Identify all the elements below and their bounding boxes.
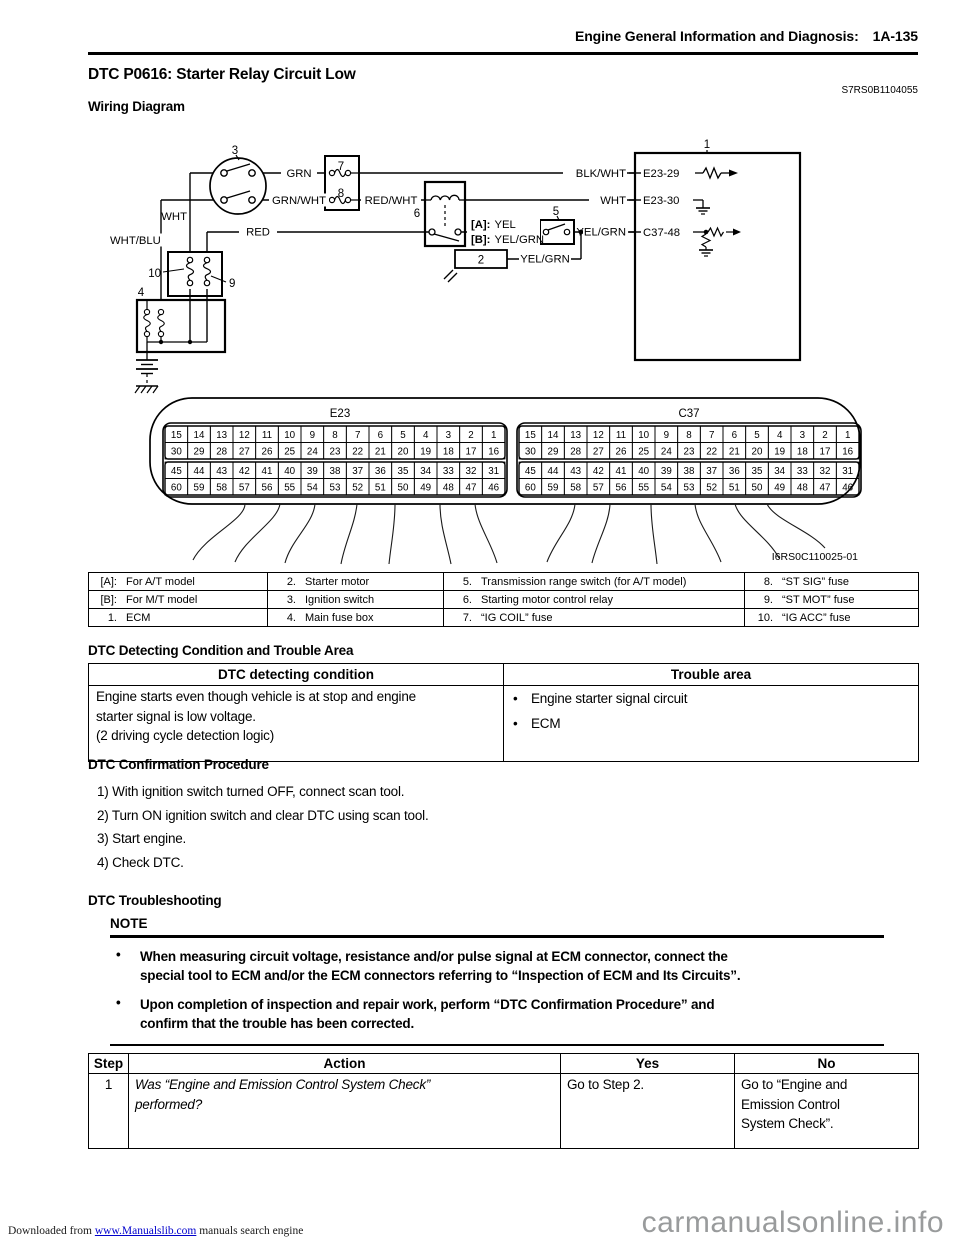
pin-number-cell: 25 bbox=[284, 446, 296, 458]
pin-number-cell: 28 bbox=[570, 446, 582, 458]
pin-number-cell: 57 bbox=[592, 482, 604, 494]
note-label: NOTE bbox=[110, 916, 148, 931]
wire-label-red-wht: RED/WHT bbox=[364, 195, 418, 207]
note-block bbox=[110, 916, 884, 1046]
ignition-switch-symbol bbox=[210, 155, 266, 214]
troubleshooting-table bbox=[88, 1053, 919, 1149]
footer-text: manuals search engine bbox=[199, 1225, 304, 1237]
legend-text: “ST MOT” fuse bbox=[782, 593, 855, 606]
pin-number-cell: 48 bbox=[796, 482, 808, 494]
pin-number-cell: 30 bbox=[524, 446, 536, 458]
pin-number-cell: 18 bbox=[796, 446, 808, 458]
component-6-label: 6 bbox=[413, 208, 421, 220]
pin-number-cell: 23 bbox=[683, 446, 695, 458]
table-row bbox=[89, 1074, 919, 1149]
legend-cell bbox=[745, 591, 919, 609]
pin-number-cell: 11 bbox=[261, 430, 273, 441]
fuse-box-10-9 bbox=[163, 252, 226, 296]
legend-cell bbox=[268, 609, 444, 627]
pin-number-cell: 17 bbox=[819, 446, 831, 458]
pin-number-cell: 21 bbox=[374, 446, 386, 458]
pin-number-cell: 31 bbox=[842, 466, 854, 477]
detect-trouble-cell bbox=[504, 686, 919, 762]
pin-number-cell: 9 bbox=[309, 430, 316, 441]
pin-number-cell: 20 bbox=[397, 446, 409, 458]
wiring-diagram bbox=[95, 120, 915, 570]
legend-cell bbox=[444, 609, 745, 627]
legend-text: “IG ACC” fuse bbox=[782, 611, 851, 624]
pin-number-cell: 27 bbox=[592, 446, 604, 458]
pin-number-cell: 22 bbox=[706, 446, 718, 458]
footer bbox=[8, 1225, 303, 1237]
pin-number-cell: 3 bbox=[799, 430, 806, 441]
legend-key: 1. bbox=[107, 611, 117, 624]
pin-number-cell: 32 bbox=[465, 466, 477, 477]
legend-text: “ST SIG” fuse bbox=[782, 575, 850, 588]
pin-number-cell: 4 bbox=[422, 430, 429, 441]
pin-number-cell: 16 bbox=[842, 446, 854, 458]
trouble-item-text: ECM bbox=[531, 716, 561, 731]
pin-number-cell: 7 bbox=[354, 430, 361, 441]
component-4-label: 4 bbox=[137, 287, 145, 299]
watermark: carmanualsonline.info bbox=[641, 1206, 944, 1239]
legend-cell bbox=[268, 573, 444, 591]
pin-number-cell: 10 bbox=[638, 430, 650, 441]
pin-number-cell: 59 bbox=[193, 482, 205, 494]
connector-c37-label: C37 bbox=[678, 408, 700, 420]
pin-number-cell: 54 bbox=[660, 482, 672, 494]
component-5-label: 5 bbox=[552, 206, 560, 218]
component-1-label: 1 bbox=[703, 139, 711, 151]
connector-e23-label: E23 bbox=[329, 408, 351, 420]
detect-col-header-trouble: Trouble area bbox=[504, 664, 919, 686]
pin-number-cell: 11 bbox=[615, 430, 627, 441]
header-page-number: 1A-135 bbox=[872, 28, 918, 44]
pin-number-cell: 4 bbox=[776, 430, 783, 441]
pin-number-cell: 52 bbox=[352, 482, 364, 494]
yes-cell: Go to Step 2. bbox=[561, 1074, 735, 1149]
pin-number-cell: 29 bbox=[547, 446, 559, 458]
condition-line: Engine starts even though vehicle is at stop and engine bbox=[96, 689, 416, 704]
bullet-icon bbox=[511, 714, 531, 733]
wire-label-yel-grn-2: YEL/GRN bbox=[520, 253, 570, 266]
pin-number-cell: 8 bbox=[332, 430, 338, 441]
legend-cell bbox=[89, 609, 268, 627]
pin-label-e23-30: E23-30 bbox=[643, 195, 680, 207]
pin-number-cell: 50 bbox=[397, 482, 409, 494]
pin-number-cell: 32 bbox=[819, 466, 831, 477]
action-line: performed? bbox=[135, 1096, 203, 1112]
confirmation-step: 2) Turn ON ignition switch and clear DTC using scan tool. bbox=[97, 807, 429, 823]
wire-label-a-model: [A]: YEL bbox=[471, 219, 516, 231]
legend-table bbox=[88, 572, 919, 627]
no-line: System Check”. bbox=[741, 1116, 834, 1131]
pin-number-cell: 35 bbox=[397, 466, 409, 477]
wire-label-b-model: [B]: YEL/GRN bbox=[471, 234, 545, 246]
note-bullet bbox=[110, 947, 884, 986]
component-10-label: 10 bbox=[148, 268, 161, 280]
pin-number-cell: 41 bbox=[615, 466, 627, 477]
component-9-label: 9 bbox=[229, 278, 236, 290]
pin-number-cell: 43 bbox=[570, 466, 582, 477]
pin-label-c37-48: C37-48 bbox=[643, 227, 681, 239]
pin-number-cell: 15 bbox=[524, 430, 536, 441]
pin-number-cell: 39 bbox=[306, 466, 318, 477]
pin-number-cell: 6 bbox=[377, 430, 384, 441]
detect-condition-cell bbox=[89, 686, 504, 762]
pin-number-cell: 15 bbox=[170, 430, 182, 441]
figure-code: I6RS0C110025-01 bbox=[771, 551, 858, 563]
pin-number-cell: 47 bbox=[819, 482, 831, 494]
pin-number-cell: 46 bbox=[842, 482, 854, 494]
confirmation-steps bbox=[97, 780, 429, 874]
pin-number-cell: 7 bbox=[708, 430, 715, 441]
pin-number-cell: 5 bbox=[400, 430, 406, 441]
pin-number-cell: 59 bbox=[547, 482, 559, 494]
pin-number-cell: 29 bbox=[193, 446, 205, 458]
legend-cell bbox=[444, 573, 745, 591]
bullet-icon bbox=[511, 689, 531, 708]
confirmation-step: 3) Start engine. bbox=[97, 831, 187, 846]
legend-cell bbox=[89, 591, 268, 609]
pin-number-cell: 60 bbox=[524, 482, 536, 494]
legend-cell bbox=[89, 573, 268, 591]
condition-line: starter signal is low voltage. bbox=[96, 708, 256, 724]
component-8-label: 8 bbox=[337, 188, 345, 200]
step-col-header: Step bbox=[89, 1054, 129, 1074]
yes-col-header: Yes bbox=[561, 1054, 735, 1074]
pin-number-cell: 45 bbox=[524, 466, 536, 477]
detect-table bbox=[88, 663, 919, 762]
pin-number-cell: 12 bbox=[238, 430, 250, 441]
pin-number-cell: 26 bbox=[615, 446, 627, 458]
starter-relay-symbol bbox=[425, 182, 465, 246]
confirmation-step: 4) Check DTC. bbox=[97, 854, 184, 870]
pin-number-cell: 2 bbox=[822, 430, 828, 441]
pin-number-cell: 22 bbox=[352, 446, 364, 458]
pin-number-cell: 53 bbox=[329, 482, 341, 494]
pin-number-cell: 42 bbox=[238, 466, 250, 477]
pin-number-cell: 49 bbox=[774, 482, 786, 494]
pin-number-cell: 56 bbox=[615, 482, 627, 494]
component-7-label: 7 bbox=[337, 161, 345, 173]
detect-heading: DTC Detecting Condition and Trouble Area bbox=[88, 643, 354, 658]
ecm-box bbox=[629, 150, 800, 360]
legend-text: Transmission range switch (for A/T model) bbox=[481, 575, 687, 588]
bullet-icon bbox=[110, 995, 140, 1034]
pin-number-cell: 20 bbox=[751, 446, 763, 458]
component-3-label: 3 bbox=[231, 145, 239, 157]
header-rule bbox=[88, 52, 918, 55]
wiring-diagram-heading: Wiring Diagram bbox=[88, 99, 185, 114]
no-col-header: No bbox=[735, 1054, 919, 1074]
pin-number-cell: 23 bbox=[329, 446, 341, 458]
legend-key: 10. bbox=[757, 611, 773, 624]
pin-number-cell: 40 bbox=[284, 466, 296, 477]
pin-number-cell: 37 bbox=[706, 466, 718, 477]
pin-number-cell: 9 bbox=[663, 430, 670, 441]
pin-number-cell: 18 bbox=[442, 446, 454, 458]
manualslib-link[interactable]: www.Manualslib.com bbox=[94, 1225, 197, 1237]
pin-number-cell: 51 bbox=[728, 482, 740, 494]
legend-key: [A]: bbox=[100, 575, 117, 588]
legend-key: 3. bbox=[286, 593, 296, 606]
legend-text: For M/T model bbox=[126, 593, 198, 606]
pin-number-cell: 44 bbox=[547, 466, 559, 477]
pin-number-cell: 34 bbox=[774, 466, 786, 477]
legend-key: 7. bbox=[462, 611, 472, 624]
pin-number-cell: 57 bbox=[238, 482, 250, 494]
note-bullet bbox=[110, 995, 884, 1034]
pin-number-cell: 58 bbox=[570, 482, 582, 494]
legend-row bbox=[89, 573, 919, 591]
pin-number-cell: 60 bbox=[170, 482, 182, 494]
legend-text: For A/T model bbox=[126, 575, 195, 588]
note-top-rule bbox=[110, 935, 884, 938]
trouble-item bbox=[511, 714, 911, 733]
header-section-title: Engine General Information and Diagnosis: bbox=[574, 28, 859, 44]
pin-number-cell: 46 bbox=[488, 482, 500, 494]
note-line: confirm that the trouble has been corrected. bbox=[140, 1016, 415, 1031]
pin-number-cell: 21 bbox=[728, 446, 740, 458]
wire-label-wht-ecm: WHT bbox=[600, 195, 626, 207]
pin-number-cell: 55 bbox=[284, 482, 296, 494]
pin-number-cell: 12 bbox=[592, 430, 604, 441]
wire-label-wht: WHT bbox=[161, 211, 187, 223]
pin-number-cell: 38 bbox=[683, 466, 695, 477]
pin-number-cell: 19 bbox=[774, 446, 786, 458]
pin-number-cell: 19 bbox=[420, 446, 432, 458]
pin-number-cell: 58 bbox=[216, 482, 228, 494]
confirmation-step: 1) With ignition switch turned OFF, connect scan tool. bbox=[97, 784, 405, 799]
wire-labels bbox=[110, 168, 626, 266]
legend-text: ECM bbox=[126, 611, 151, 624]
page-header bbox=[88, 28, 918, 44]
dtc-title: DTC P0616: Starter Relay Circuit Low bbox=[88, 66, 356, 83]
wire-label-red: RED bbox=[246, 226, 270, 239]
pin-number-cell: 26 bbox=[261, 446, 273, 458]
pin-number-cell: 1 bbox=[490, 430, 497, 441]
no-cell bbox=[735, 1074, 919, 1149]
legend-key: 4. bbox=[286, 611, 296, 624]
legend-text: Starting motor control relay bbox=[481, 593, 614, 606]
pin-number-cell: 17 bbox=[465, 446, 477, 458]
connector-panel bbox=[150, 398, 861, 504]
legend-text: Starter motor bbox=[305, 575, 370, 588]
note-line: special tool to ECM and/or the ECM connectors referring to “Inspection of ECM and Its Circuits”. bbox=[140, 968, 741, 983]
starter-motor-symbol bbox=[444, 250, 507, 282]
pin-number-cell: 44 bbox=[193, 466, 205, 477]
legend-key: 5. bbox=[462, 575, 472, 588]
pin-number-cell: 2 bbox=[468, 430, 474, 441]
legend-key: 6. bbox=[462, 593, 472, 606]
pin-number-cell: 47 bbox=[465, 482, 477, 494]
pin-number-cell: 36 bbox=[374, 466, 386, 477]
pin-number-cell: 40 bbox=[638, 466, 650, 477]
no-line: Emission Control bbox=[741, 1096, 840, 1112]
pin-number-cell: 38 bbox=[329, 466, 341, 477]
pin-labels bbox=[643, 168, 680, 239]
trouble-item-text: Engine starter signal circuit bbox=[531, 691, 688, 706]
pin-number-cell: 42 bbox=[592, 466, 604, 477]
legend-text: “IG COIL” fuse bbox=[481, 611, 553, 624]
pin-number-cell: 45 bbox=[170, 466, 182, 477]
pin-number-cell: 50 bbox=[751, 482, 763, 494]
pin-number-cell: 1 bbox=[844, 430, 851, 441]
pin-label-e23-29: E23-29 bbox=[643, 168, 680, 180]
pin-number-cell: 34 bbox=[420, 466, 432, 477]
pin-number-cell: 55 bbox=[638, 482, 650, 494]
pin-number-cell: 10 bbox=[284, 430, 296, 441]
confirm-heading: DTC Confirmation Procedure bbox=[88, 757, 269, 772]
note-bottom-rule bbox=[110, 1044, 884, 1047]
legend-key: 8. bbox=[763, 575, 773, 588]
pin-number-cell: 53 bbox=[683, 482, 695, 494]
pin-number-cell: 51 bbox=[374, 482, 386, 494]
legend-text: Ignition switch bbox=[305, 593, 375, 606]
pin-number-cell: 3 bbox=[445, 430, 452, 441]
detect-col-header-condition: DTC detecting condition bbox=[89, 664, 504, 686]
note-line: Upon completion of inspection and repair work, perform “DTC Confirmation Procedure” and bbox=[140, 996, 715, 1012]
pin-number-cell: 13 bbox=[570, 430, 582, 441]
pin-number-cell: 33 bbox=[442, 466, 454, 477]
wire-label-wht-blu: WHT/BLU bbox=[110, 235, 161, 247]
troubleshoot-heading: DTC Troubleshooting bbox=[88, 893, 222, 908]
legend-cell bbox=[444, 591, 745, 609]
trouble-item bbox=[511, 689, 911, 708]
pin-number-cell: 48 bbox=[442, 482, 454, 494]
condition-line: (2 driving cycle detection logic) bbox=[96, 728, 274, 743]
pin-number-cell: 36 bbox=[728, 466, 740, 477]
pin-number-cell: 25 bbox=[638, 446, 650, 458]
legend-cell bbox=[268, 591, 444, 609]
legend-row bbox=[89, 591, 919, 609]
pin-number-cell: 14 bbox=[547, 430, 559, 441]
wire-label-yel-grn: YEL/GRN bbox=[576, 226, 626, 239]
pin-number-cell: 28 bbox=[216, 446, 228, 458]
pin-number-cell: 56 bbox=[261, 482, 273, 494]
pin-number-cell: 30 bbox=[170, 446, 182, 458]
pin-number-cell: 37 bbox=[352, 466, 364, 477]
action-line: Was “Engine and Emission Control System Check” bbox=[135, 1077, 431, 1092]
step-number-cell: 1 bbox=[89, 1074, 129, 1149]
main-fuse-box-symbol bbox=[135, 300, 225, 393]
wire-bundle-lines bbox=[193, 504, 825, 564]
pin-number-cell: 41 bbox=[261, 466, 273, 477]
wire-label-grn: GRN bbox=[286, 168, 312, 180]
pin-number-cell: 54 bbox=[306, 482, 318, 494]
pin-number-cell: 27 bbox=[238, 446, 250, 458]
no-line: Go to “Engine and bbox=[741, 1077, 848, 1092]
pin-number-cell: 33 bbox=[796, 466, 808, 477]
pin-number-cell: 8 bbox=[686, 430, 692, 441]
note-line: When measuring circuit voltage, resistance and/or pulse signal at ECM connector, connect the bbox=[140, 948, 728, 964]
pin-number-cell: 31 bbox=[488, 466, 500, 477]
pin-number-cell: 24 bbox=[306, 446, 318, 458]
legend-cell bbox=[745, 573, 919, 591]
pin-number-cell: 35 bbox=[751, 466, 763, 477]
legend-key: 2. bbox=[286, 575, 296, 588]
pin-number-cell: 14 bbox=[193, 430, 205, 441]
note-body bbox=[110, 947, 884, 1034]
footer-text: Downloaded from bbox=[8, 1225, 92, 1237]
legend-key: [B]: bbox=[100, 593, 117, 606]
bullet-icon bbox=[110, 947, 140, 986]
legend-key: 9. bbox=[763, 593, 773, 606]
pin-number-cell: 52 bbox=[706, 482, 718, 494]
wire-label-blk-wht: BLK/WHT bbox=[575, 168, 626, 180]
legend-row bbox=[89, 609, 919, 627]
pin-number-cell: 16 bbox=[488, 446, 500, 458]
legend-cell bbox=[745, 609, 919, 627]
legend-text: Main fuse box bbox=[305, 611, 374, 624]
pin-number-cell: 6 bbox=[731, 430, 738, 441]
pin-number-cell: 43 bbox=[216, 466, 228, 477]
action-cell bbox=[129, 1074, 561, 1149]
pin-number-cell: 39 bbox=[660, 466, 672, 477]
document-code: S7RS0B1104055 bbox=[841, 85, 918, 96]
pin-number-cell: 5 bbox=[754, 430, 760, 441]
pin-number-cell: 13 bbox=[216, 430, 228, 441]
component-2-label: 2 bbox=[477, 254, 485, 267]
wire-label-grn-wht: GRN/WHT bbox=[272, 195, 326, 207]
pin-number-cell: 24 bbox=[660, 446, 672, 458]
pin-number-cell: 49 bbox=[420, 482, 432, 494]
action-col-header: Action bbox=[129, 1054, 561, 1074]
